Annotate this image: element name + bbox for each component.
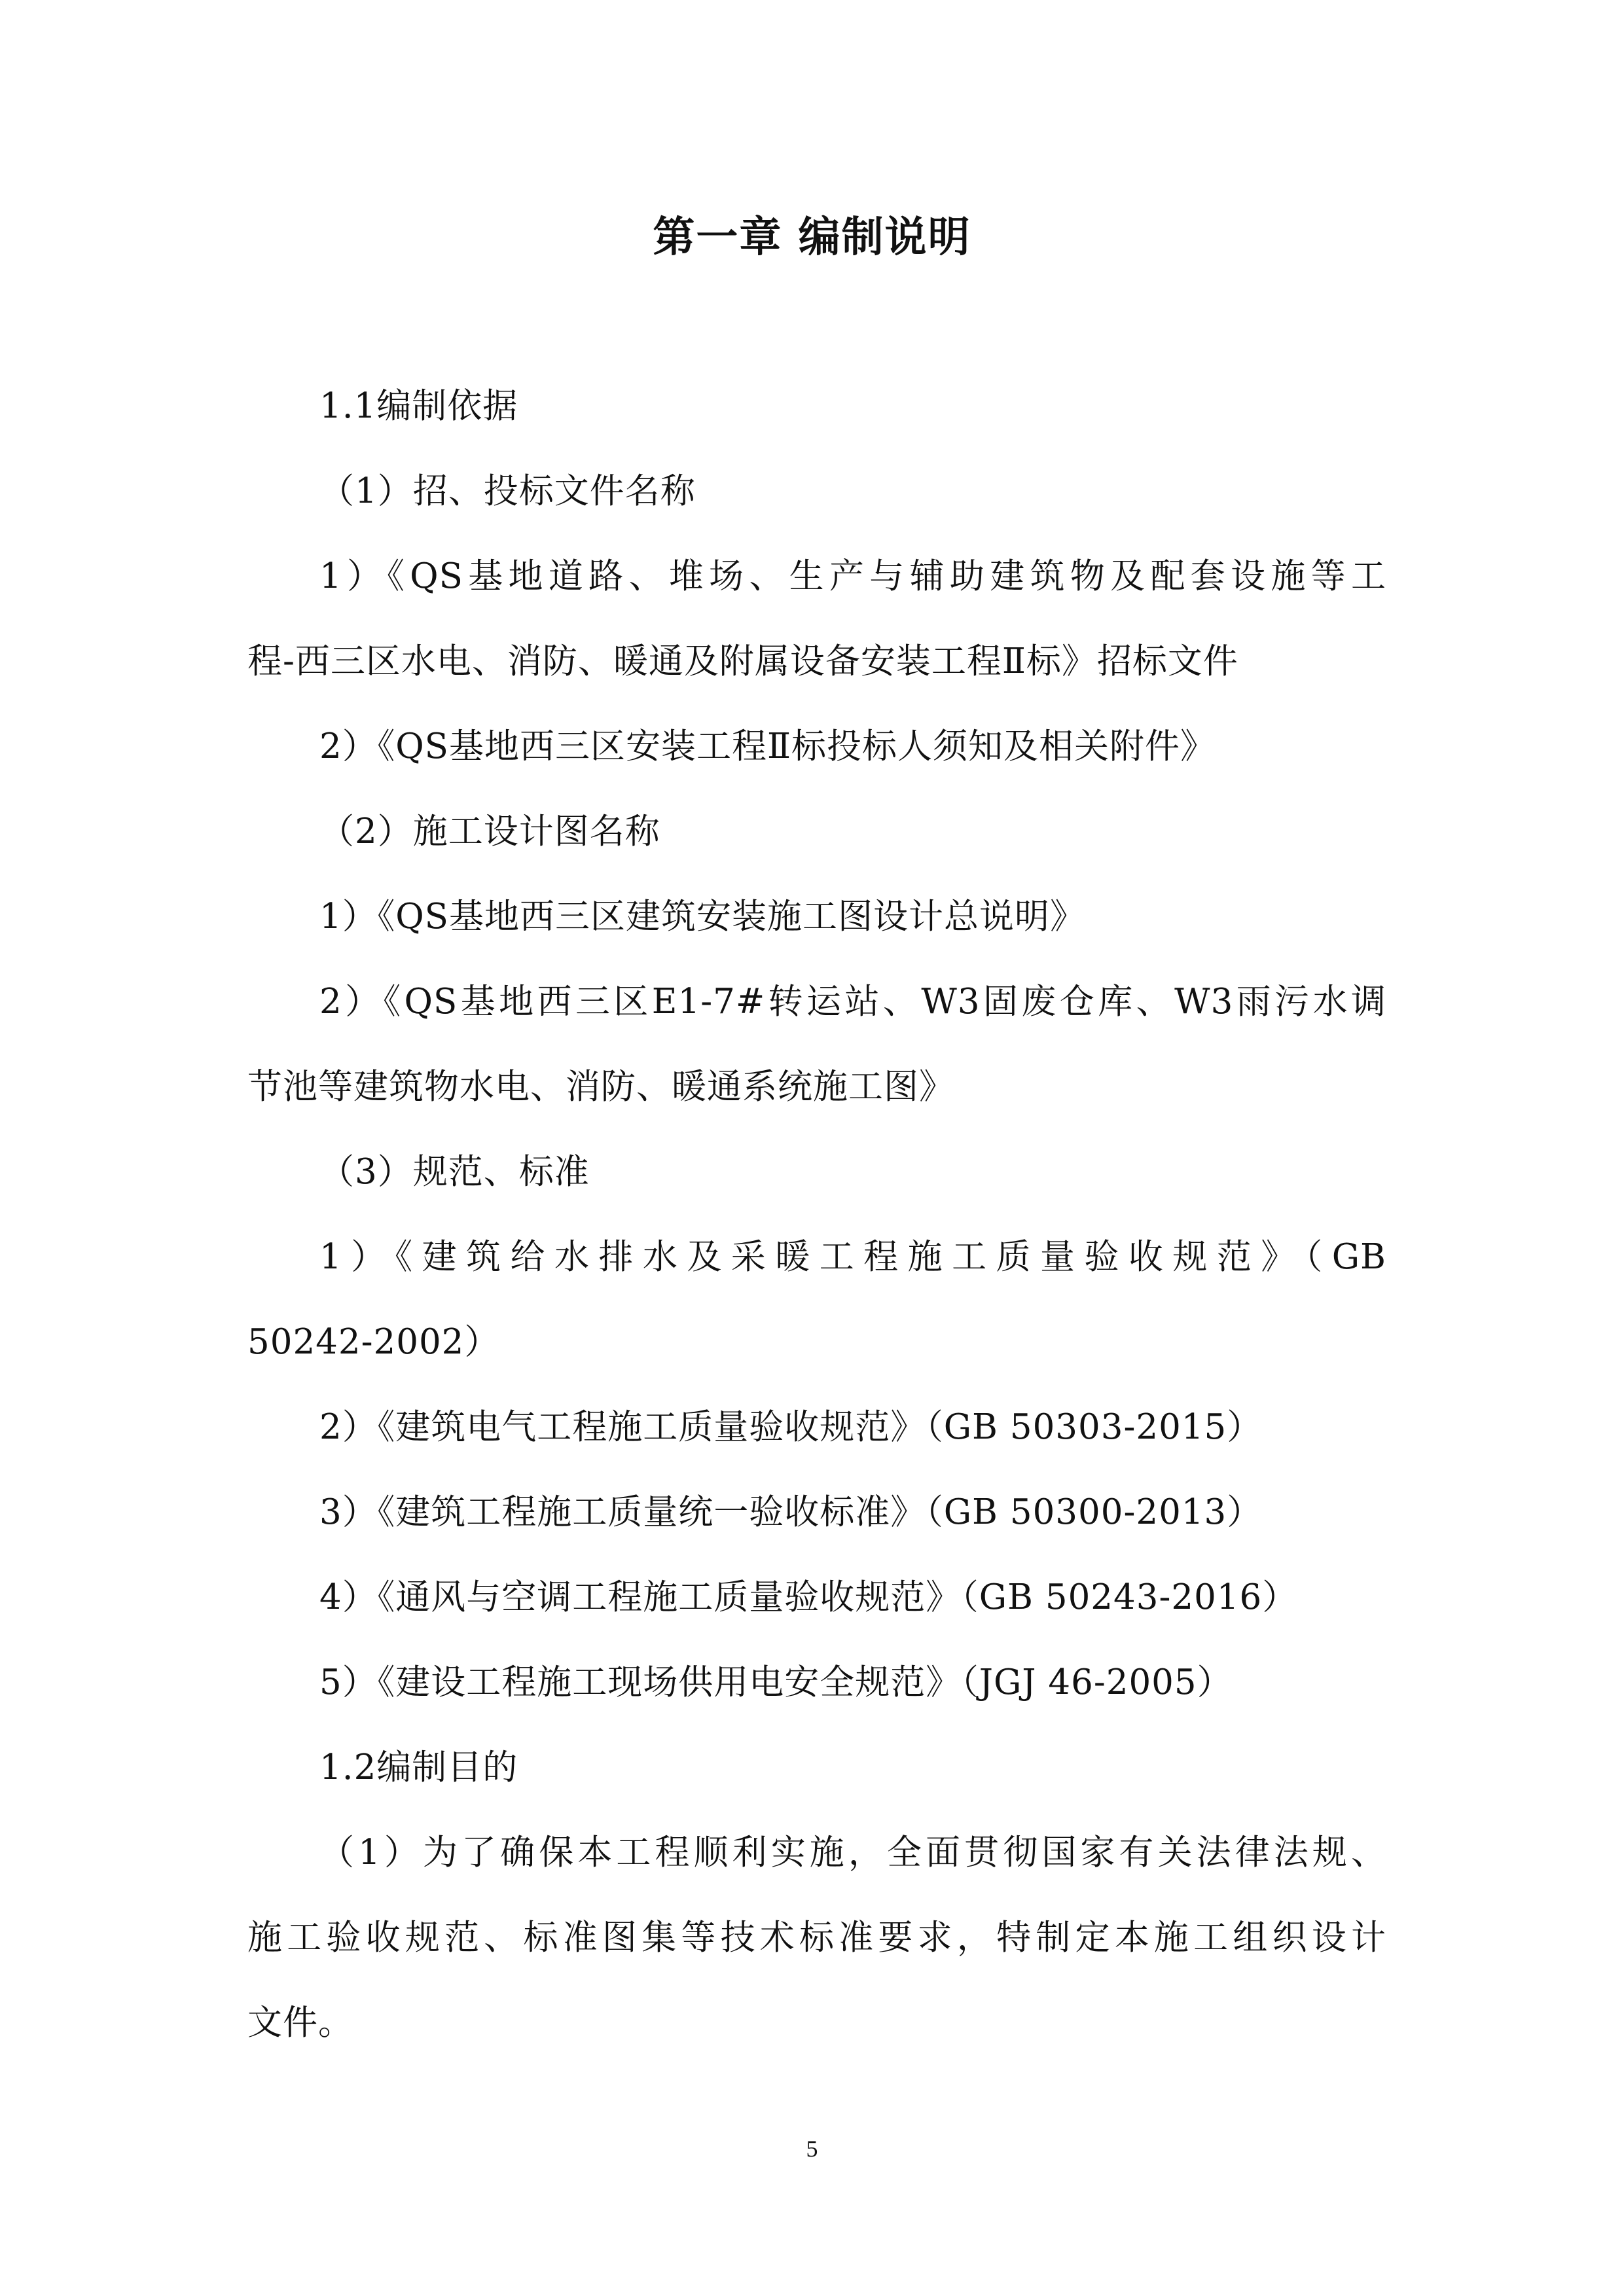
subsection-heading: （2）施工设计图名称 <box>319 812 660 852</box>
chapter-title: 第一章 编制说明 <box>653 213 971 262</box>
document-body <box>247 364 1386 2066</box>
list-item: 1）《QS基地西三区建筑安装施工图设计总说明》 <box>319 897 1085 937</box>
list-item-continuation: 50242-2002） <box>247 1322 500 1362</box>
list-item: 5）《建设工程施工现场供用电安全规范》（JGJ 46-2005） <box>319 1662 1233 1702</box>
section-heading-1-2: 1.2编制目的 <box>319 1748 518 1787</box>
list-item: 2）《QS基地西三区安装工程Ⅱ标投标人须知及相关附件》 <box>319 726 1216 766</box>
section-heading-1-1: 1.1编制依据 <box>319 386 518 426</box>
subsection-heading: （3）规范、标准 <box>319 1152 590 1192</box>
list-item-continuation: 程-西三区水电、消防、暖通及附属设备安装工程Ⅱ标》招标文件 <box>247 641 1238 681</box>
list-item: 2）《建筑电气工程施工质量验收规范》（GB 50303-2015） <box>319 1407 1263 1447</box>
paragraph-line: 施工验收规范、标准图集等技术标准要求，特制定本施工组织设计 <box>247 1918 1386 1958</box>
list-item: 2）《QS基地西三区E1-7#转运站、W3固废仓库、W3雨污水调 <box>319 982 1386 1022</box>
list-item: 4）《通风与空调工程施工质量验收规范》（GB 50243-2016） <box>319 1577 1298 1617</box>
page-number: 5 <box>806 2136 818 2162</box>
list-item: 1）《建筑给水排水及采暖工程施工质量验收规范》（GB <box>319 1237 1386 1277</box>
list-item: 1）《QS基地道路、堆场、生产与辅助建筑物及配套设施等工 <box>319 556 1386 596</box>
subsection-heading: （1）招、投标文件名称 <box>319 471 696 511</box>
list-item-continuation: 节池等建筑物水电、消防、暖通系统施工图》 <box>247 1067 954 1107</box>
paragraph-line: 文件。 <box>247 2003 353 2043</box>
paragraph-line: （1）为了确保本工程顺利实施，全面贯彻国家有关法律法规、 <box>319 1833 1386 1873</box>
list-item: 3）《建筑工程施工质量统一验收标准》（GB 50300-2013） <box>319 1492 1263 1532</box>
